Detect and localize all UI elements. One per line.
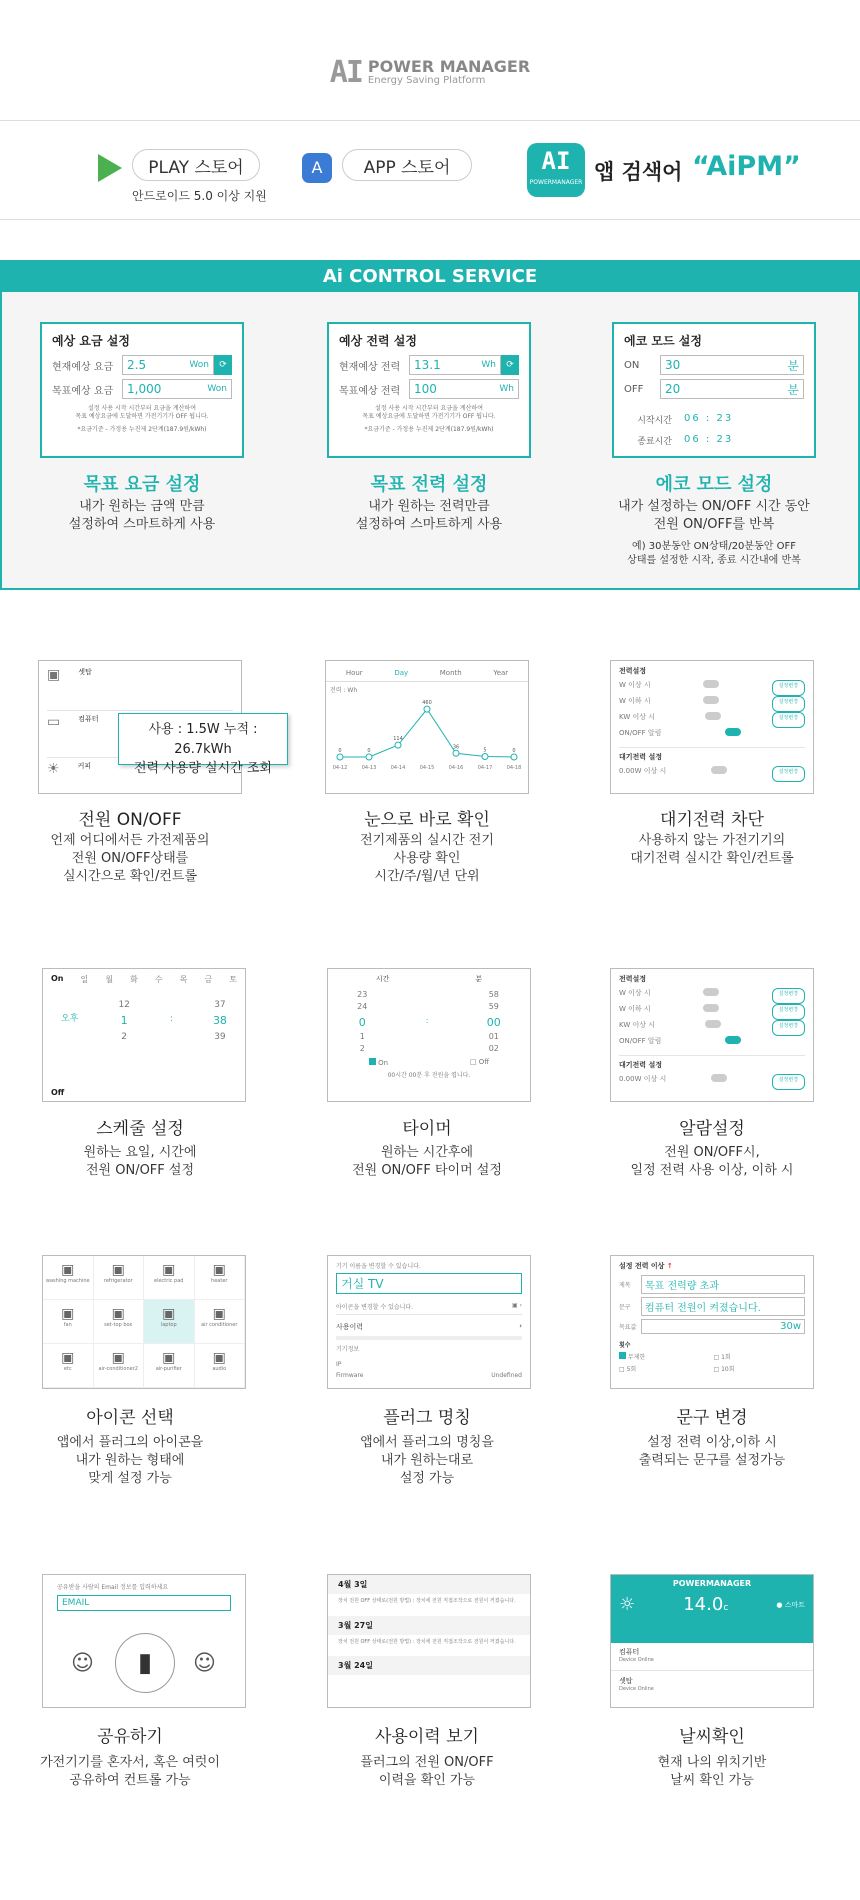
data-label: 0	[512, 748, 516, 754]
target-power-input[interactable]: 100 Wh	[409, 379, 519, 399]
power-onoff-screenshot: ▣ 셋탑 ▭ 컴퓨터 ☀ 커피	[38, 660, 242, 794]
data-label: 114	[393, 736, 403, 743]
plug-name-screenshot: 기기 이름을 변경할 수 있습니다. 거실 TV 아이콘을 변경할 수 있습니다. ▣ › 사용이력 › 기기정보 IP Firmware Undefined	[327, 1255, 531, 1389]
tab-day[interactable]: Day	[394, 669, 409, 677]
row-label: ON	[624, 359, 640, 371]
feature-desc: 전기제품의 실시간 전기 사용량 확인 시간/주/월/년 단위	[360, 833, 494, 885]
eco-card: 에코 모드 설정 ON 30 분 OFF 20 분 시작시간 06 : 23 종료시간 06 : 23	[612, 322, 816, 458]
power-desc: 내가 원하는 전력만큼 설정하여 스마트하게 사용	[355, 499, 503, 533]
data-point	[482, 753, 488, 759]
data-label: 36	[452, 744, 460, 751]
end-time-picker[interactable]: 06 : 23	[684, 434, 734, 445]
card-heading: 예상 전력 설정	[339, 334, 417, 348]
weather-screenshot: POWERMANAGER ☼ 14.0c ● 스마트 컴퓨터 Device Online 셋탑 Device Online	[610, 1574, 814, 1708]
x-tick-label: 04-16	[448, 765, 464, 771]
data-point	[395, 742, 401, 748]
feature-title: 스케줄 설정	[96, 1119, 184, 1139]
standby-screenshot: 전력설정 W 이상 시 설정변경 W 이하 시 설정변경 KW 이상 시 설정변경 ON/OFF 알림 대기전력 설정 0.00W 이상 시 설정변경	[610, 660, 814, 794]
feature-title: 타이머	[402, 1119, 452, 1139]
feature-title: 사용이력 보기	[375, 1727, 479, 1747]
x-tick-label: 04-15	[419, 765, 435, 771]
x-tick-label: 04-13	[361, 765, 377, 771]
feature-title: 플러그 명칭	[383, 1408, 471, 1428]
feature-title: 아이콘 선택	[86, 1408, 174, 1428]
x-tick-label: 04-18	[506, 765, 522, 771]
tab-hour[interactable]: Hour	[345, 669, 363, 677]
alarm-screenshot: 전력설정 W 이상 시 설정변경 W 이하 시 설정변경 KW 이상 시 설정변경 ON/OFF 알림 대기전력 설정 0.00W 이상 시 설정변경	[610, 968, 814, 1102]
icon-option[interactable]: ▣ air-conditioner2	[94, 1344, 145, 1388]
logo	[0, 55, 860, 90]
feature-desc: 가전기기를 혼자서, 혹은 여럿이 공유하여 컨트롤 가능	[40, 1755, 220, 1789]
feature-title: 공유하기	[97, 1727, 163, 1747]
feature-title: 대기전력 차단	[660, 810, 764, 830]
x-tick-label: 04-14	[390, 765, 406, 771]
eco-on-input[interactable]: 30 분	[660, 355, 804, 375]
usage-line-chart	[326, 697, 528, 794]
data-label: 460	[422, 700, 432, 707]
email-field[interactable]: EMAIL	[57, 1595, 231, 1611]
icon-option[interactable]: ▣ laptop	[144, 1300, 195, 1344]
budget-desc: 내가 원하는 금액 만큼 설정하여 스마트하게 사용	[68, 499, 216, 533]
data-label: 5	[483, 747, 487, 754]
timer-screenshot: 시간 분 23 24 0 1 2 : 58 59 00 01 02 On □ Off 00시간 00분 후 전원을 켭니다.	[327, 968, 531, 1102]
card-heading: 예상 요금 설정	[52, 334, 130, 348]
icon-option[interactable]: ▣ air-purifier	[144, 1344, 195, 1388]
series-line	[340, 709, 514, 757]
sun-icon: ☼	[619, 1594, 636, 1615]
icon-option[interactable]: ▣ refrigerator	[94, 1256, 145, 1300]
x-tick-label: 04-17	[477, 765, 493, 771]
icon-option[interactable]: ▣ etc	[43, 1344, 94, 1388]
row-label: OFF	[624, 383, 644, 395]
feature-title: 알람설정	[679, 1119, 745, 1139]
icon-option[interactable]: ▣ audio	[195, 1344, 246, 1388]
row-label: 현재예상 요금	[52, 361, 114, 373]
ai-control-header: Ai CONTROL SERVICE	[2, 262, 858, 292]
data-label: 0	[338, 748, 342, 754]
play-store-icon[interactable]	[98, 154, 122, 182]
eco-off-input[interactable]: 20 분	[660, 379, 804, 399]
usage-tooltip: 사용 : 1.5W 누적 : 26.7kWh 전력 사용량 실시간 조회	[118, 713, 288, 765]
feature-title: 눈으로 바로 확인	[364, 810, 490, 830]
feature-title: 전원 ON/OFF	[78, 810, 182, 830]
budget-title: 목표 요금 설정	[83, 474, 201, 495]
usage-chart-screenshot	[325, 660, 529, 794]
feature-desc: 플러그의 전원 ON/OFF 이력을 확인 가능	[360, 1755, 494, 1789]
current-power-field: 13.1 Wh	[409, 355, 501, 375]
schedule-screenshot: On 일 월 화 수 목 금 토 오후 12 1 2 : 37 38 39 Off	[42, 968, 246, 1102]
card-heading: 에코 모드 설정	[624, 334, 702, 348]
feature-desc: 언제 어디에서든 가전제품의 전원 ON/OFF상태를 실시간으로 확인/컨트롤	[50, 833, 210, 885]
icon-option[interactable]: ▣ set-top box	[94, 1300, 145, 1344]
data-label: 0	[367, 748, 371, 754]
feature-desc: 앱에서 플러그의 명칭을 내가 원하는대로 설정 가능	[360, 1435, 494, 1487]
logo-subtitle: Energy Saving Platform	[367, 74, 486, 86]
data-point	[337, 754, 343, 760]
plug-name-input[interactable]: 거실 TV	[336, 1273, 522, 1294]
eco-title: 에코 모드 설정	[655, 474, 773, 495]
feature-desc: 원하는 요일, 시간에 전원 ON/OFF 설정	[83, 1145, 197, 1179]
app-store-icon[interactable]: A	[302, 153, 332, 183]
ai-control-section	[0, 260, 860, 590]
feature-desc: 원하는 시간후에 전원 ON/OFF 타이머 설정	[352, 1145, 502, 1179]
feature-desc: 전원 ON/OFF시, 일정 전력 사용 이상, 이하 시	[630, 1145, 794, 1179]
data-point	[366, 754, 372, 760]
row-label: 목표예상 요금	[52, 385, 114, 397]
icon-option[interactable]: ▣ heater	[195, 1256, 246, 1300]
row-label: 목표예상 전력	[339, 385, 401, 397]
tab-month[interactable]: Month	[439, 669, 462, 677]
row-label: 현재예상 전력	[339, 361, 401, 373]
icon-option[interactable]: ▣ washing machine	[43, 1256, 94, 1300]
icon-option[interactable]: ▣ electric pad	[144, 1256, 195, 1300]
icon-select-screenshot	[42, 1255, 246, 1389]
search-label: 앱 검색어	[594, 160, 683, 184]
data-point	[511, 754, 517, 760]
eco-example: 예) 30분동안 ON상태/20분동안 OFF 상태를 설정한 시작, 종료 시간내에 반복	[627, 541, 801, 566]
icon-option[interactable]: ▣ fan	[43, 1300, 94, 1344]
budget-card: 예상 요금 설정 현재예상 요금 2.5 Won ⟳ 목표예상 요금 1,000 Won 설정 사용 시작 시간부터 요금을 계산하여 목표 예상요금에 도달하면 가전기기가 OFF 됩니다. *요금기준 - 가정용 누진제 2단계(187.9원/kWh)	[40, 322, 244, 458]
store-bar	[0, 120, 860, 220]
x-tick-label: 04-12	[332, 765, 348, 771]
person-icon: ☺	[71, 1651, 94, 1676]
android-note: 안드로이드 5.0 이상 지원	[132, 189, 267, 203]
play-store-button[interactable]: PLAY 스토어	[132, 149, 260, 181]
feature-title: 날씨확인	[679, 1727, 745, 1747]
feature-desc: 설정 전력 이상,이하 시 출력되는 문구를 설정가능	[638, 1435, 786, 1469]
share-screenshot: 공유받을 사람의 Email 정보를 입력하세요 EMAIL ☺ ▮ ☺	[42, 1574, 246, 1708]
start-time-picker[interactable]: 06 : 23	[684, 413, 734, 424]
target-cost-input[interactable]: 1,000 Won	[122, 379, 232, 399]
chart-ylabel: 전력 : Wh	[330, 687, 358, 694]
power-card: 예상 전력 설정 현재예상 전력 13.1 Wh ⟳ 목표예상 전력 100 Wh 설정 사용 시작 시간부터 요금을 계산하여 목표 예상요금에 도달하면 가전기기가 OFF 됩니다. *요금기준 - 가정용 누진제 2단계(187.9원/kWh)	[327, 322, 531, 458]
power-title: 목표 전력 설정	[370, 474, 488, 495]
feature-title: 문구 변경	[676, 1408, 748, 1428]
tab-year[interactable]: Year	[493, 669, 509, 677]
plug-icon: ▮	[115, 1633, 175, 1693]
eco-desc: 내가 설정하는 ON/OFF 시간 동안 전원 ON/OFF를 반복	[618, 499, 810, 533]
refresh-icon[interactable]: ⟳	[214, 355, 232, 375]
person-icon: ☺	[193, 1651, 216, 1676]
history-screenshot: 4월 3일 장치 전원 OFF 상태로(전원 방법) : 장치에 전원 직접조작으로 전원이 꺼졌습니다. 3월 27일 장치 전원 OFF 상태로(전원 방법) : 장치에 전원 직접조작으로 전원이 꺼졌습니다. 3월 24일	[327, 1574, 531, 1708]
feature-desc: 사용하지 않는 가전기기의 대기전력 실시간 확인/컨트롤	[630, 833, 794, 867]
current-cost-field: 2.5 Won	[122, 355, 214, 375]
aipm-app-icon: AI POWERMANAGER	[527, 143, 585, 197]
refresh-icon[interactable]: ⟳	[501, 355, 519, 375]
feature-desc: 현재 나의 위치기반 날씨 확인 가능	[657, 1755, 767, 1789]
logo-mark: AI	[329, 55, 362, 90]
feature-desc: 앱에서 플러그의 아이콘을 내가 원하는 형태에 맞게 설정 가능	[56, 1435, 204, 1487]
data-point	[424, 706, 430, 712]
phrase-screenshot: 설정 전력 이상 ↑ 제목 목표 전력량 초과 문구 컴퓨터 전원이 켜졌습니다. 목표값 30w 횟수 무제한 □ 1회 □ 5회 □ 10회	[610, 1255, 814, 1389]
data-point	[453, 750, 459, 756]
logo-title: POWER MANAGER	[367, 56, 531, 76]
app-store-button[interactable]: APP 스토어	[342, 149, 472, 181]
search-term: “AiPM”	[692, 151, 801, 182]
icon-option[interactable]: ▣ air conditioner	[195, 1300, 246, 1344]
